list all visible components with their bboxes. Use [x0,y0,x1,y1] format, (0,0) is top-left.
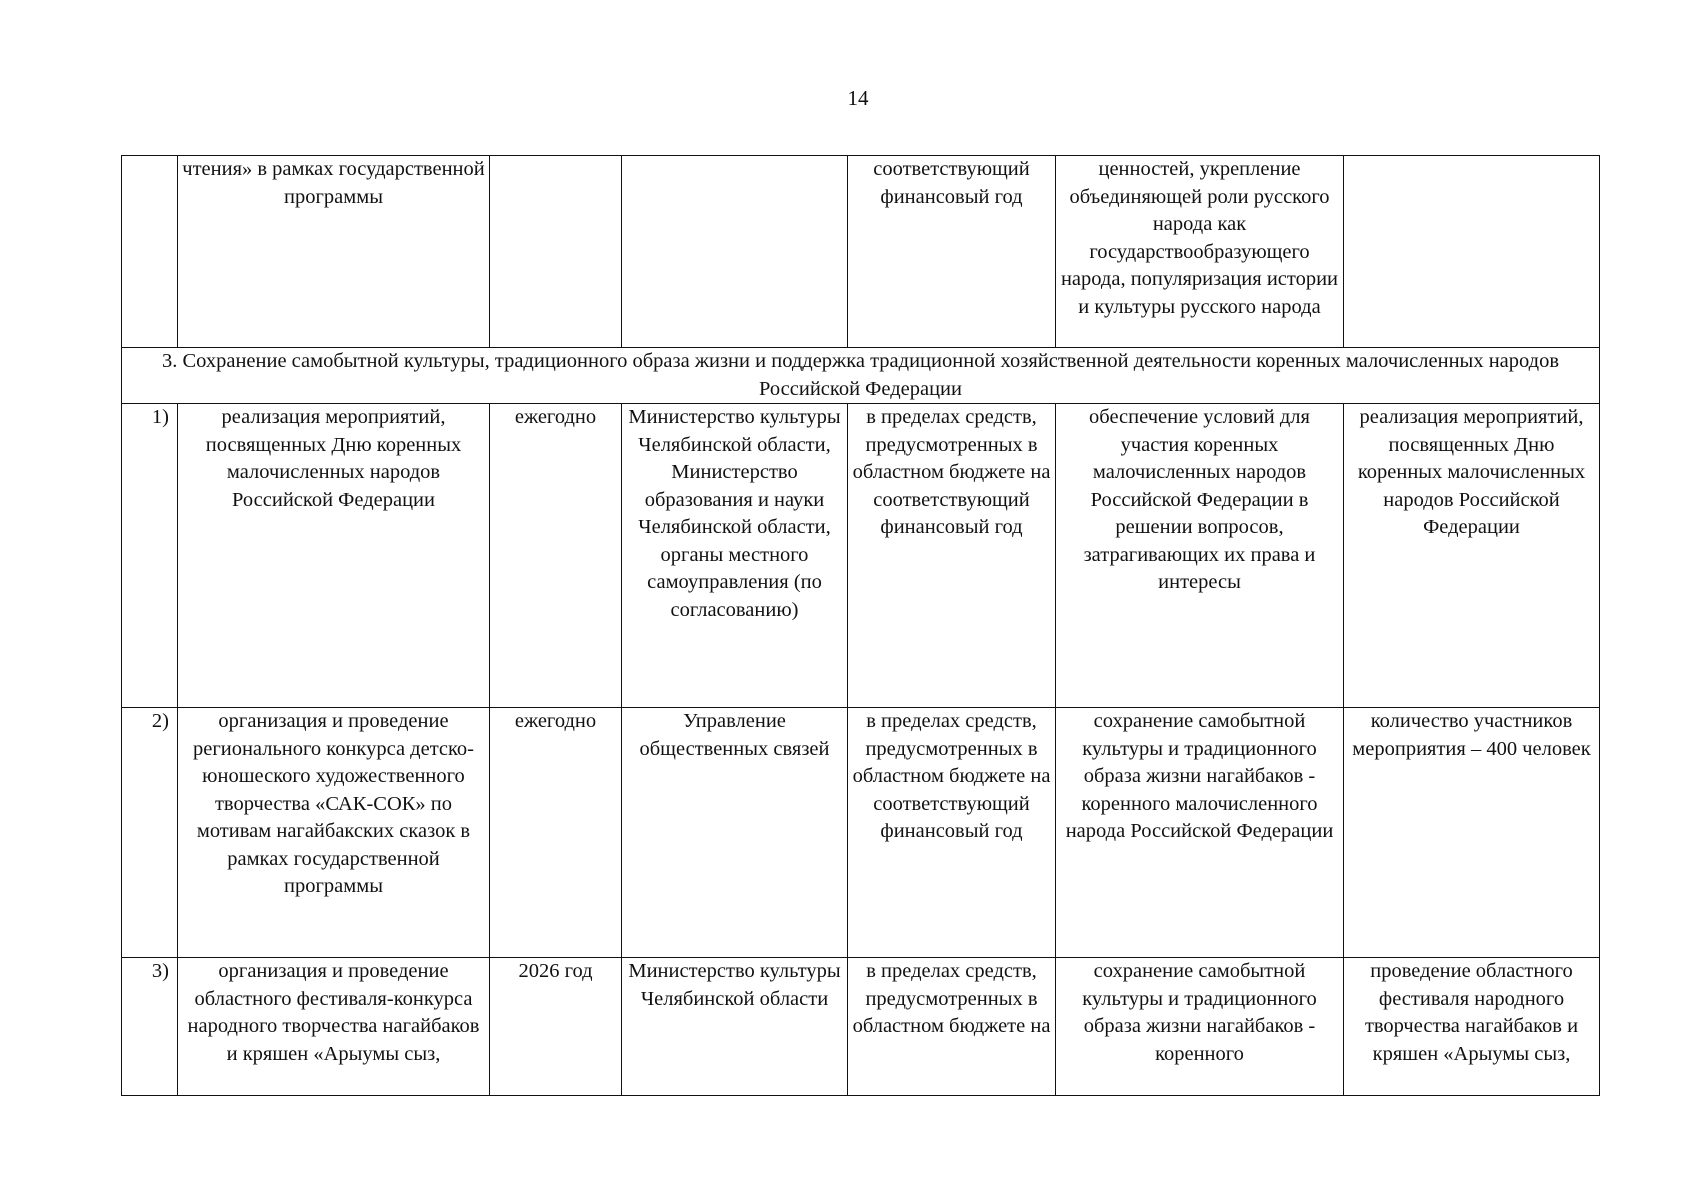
row-number: 2) [122,708,178,958]
term-cell: 2026 год [490,958,622,1096]
executor-cell: Управление общественных связей [622,708,848,958]
indicator-cell: проведение областного фестиваля народного творчества нагайбаков и кряшен «Арыумы сыз, [1344,958,1600,1096]
indicator-cell: реализация мероприятий, посвященных Дню коренных малочисленных народов Российской Федерации [1344,404,1600,708]
event-cell: реализация мероприятий, посвященных Дню коренных малочисленных народов Российской Федерации [178,404,490,708]
executor-cell: Министерство культуры Челябинской области, Министерство образования и науки Челябинской области, органы местного самоуправления (по согласованию) [622,404,848,708]
row-number [122,156,178,348]
result-cell: обеспечение условий для участия коренных малочисленных народов Российской Федерации в решении вопросов, затрагивающих их права и интересы [1056,404,1344,708]
events-table [121,155,1600,1096]
funding-cell: соответствующий финансовый год [848,156,1056,348]
section-row [122,348,1600,404]
funding-cell: в пределах средств, предусмотренных в областном бюджете на соответствующий финансовый год [848,404,1056,708]
term-cell: ежегодно [490,708,622,958]
event-cell: организация и проведение областного фестиваля-конкурса народного творчества нагайбаков и кряшен «Арыумы сыз, [178,958,490,1096]
result-cell: сохранение самобытной культуры и традиционного образа жизни нагайбаков - коренного малочисленного народа Российской Федерации [1056,708,1344,958]
section-title: 3. Сохранение самобытной культуры, традиционного образа жизни и поддержка традиционной хозяйственной деятельности коренных малочисленных народов Российской Федерации [122,348,1600,404]
indicator-cell: количество участников мероприятия – 400 человек [1344,708,1600,958]
indicator-cell [1344,156,1600,348]
table-row [122,404,1600,708]
result-cell: ценностей, укрепление объединяющей роли русского народа как государствообразующего народа, популяризация истории и культуры русского народа [1056,156,1344,348]
event-cell: организация и проведение регионального конкурса детско-юношеского художественного творчества «САК-СОК» по мотивам нагайбакских сказок в рамках государственной программы [178,708,490,958]
executor-cell [622,156,848,348]
event-cell: чтения» в рамках государственной программы [178,156,490,348]
term-cell: ежегодно [490,404,622,708]
table-row-continued [122,156,1600,348]
funding-cell: в пределах средств, предусмотренных в областном бюджете на [848,958,1056,1096]
term-cell [490,156,622,348]
page-number: 14 [847,86,869,110]
row-number: 3) [122,958,178,1096]
funding-cell: в пределах средств, предусмотренных в областном бюджете на соответствующий финансовый год [848,708,1056,958]
table-row [122,958,1600,1096]
result-cell: сохранение самобытной культуры и традиционного образа жизни нагайбаков - коренного [1056,958,1344,1096]
executor-cell: Министерство культуры Челябинской области [622,958,848,1096]
row-number: 1) [122,404,178,708]
table-row [122,708,1600,958]
